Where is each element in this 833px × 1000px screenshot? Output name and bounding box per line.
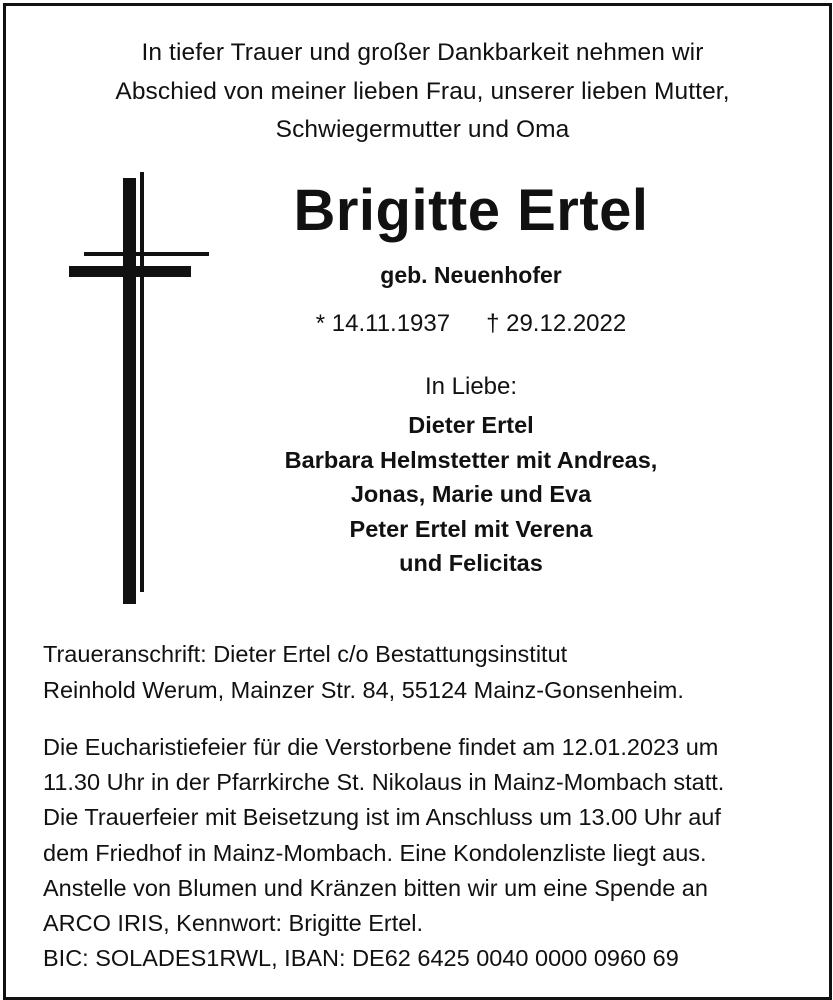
deceased-name: Brigitte Ertel [293, 178, 649, 243]
intro-line: In tiefer Trauer und großer Dankbarkeit nehmen wir [141, 39, 704, 66]
service-line: dem Friedhof in Mainz-Mombach. Eine Kondolenzliste liegt aus. [43, 839, 707, 866]
intro-text [46, 34, 799, 150]
cross-icon [66, 172, 216, 604]
service-line: Die Eucharistiefeier für die Verstorbene findet am 12.01.2023 um [43, 734, 719, 760]
service-line: Die Trauerfeier mit Beisetzung ist im Anschluss um 13.00 Uhr auf [43, 804, 721, 831]
life-dates [266, 306, 676, 342]
mourner-line: Barbara Helmstetter mit Andreas, [284, 446, 658, 473]
mourners-list [226, 408, 716, 581]
service-line: BIC: SOLADES1RWL, IBAN: DE62 6425 0040 0000 0960 69 [43, 945, 679, 972]
intro-line: Abschied von meiner lieben Frau, unserer lieben Mutter, [115, 77, 730, 105]
address-line: Reinhold Werum, Mainzer Str. 84, 55124 Mainz-Gonsenheim. [43, 677, 684, 703]
death-date: † 29.12.2022 [486, 310, 627, 337]
birth-date: * 14.11.1937 [315, 310, 451, 337]
maiden-name: geb. Neuenhofer [380, 262, 562, 288]
address-line: Traueranschrift: Dieter Ertel c/o Bestattungsinstitut [43, 641, 568, 667]
mourner-line: Peter Ertel mit Verena [349, 515, 593, 542]
mourner-line: und Felicitas [399, 550, 543, 576]
service-line: Anstelle von Blumen und Kränzen bitten wir um eine Spende an [43, 874, 708, 901]
intro-line: Schwiegermutter und Oma [275, 116, 570, 143]
mourner-line: Jonas, Marie und Eva [350, 481, 592, 507]
service-line: ARCO IRIS, Kennwort: Brigitte Ertel. [43, 910, 424, 937]
service-line: 11.30 Uhr in der Pfarrkirche St. Nikolaus in Mainz-Mombach statt. [43, 769, 725, 796]
mourners-label: In Liebe: [424, 373, 518, 400]
service-details [43, 730, 813, 976]
mourner-line: Dieter Ertel [408, 412, 534, 438]
obituary-notice [3, 3, 832, 1000]
mourning-address [43, 636, 803, 708]
